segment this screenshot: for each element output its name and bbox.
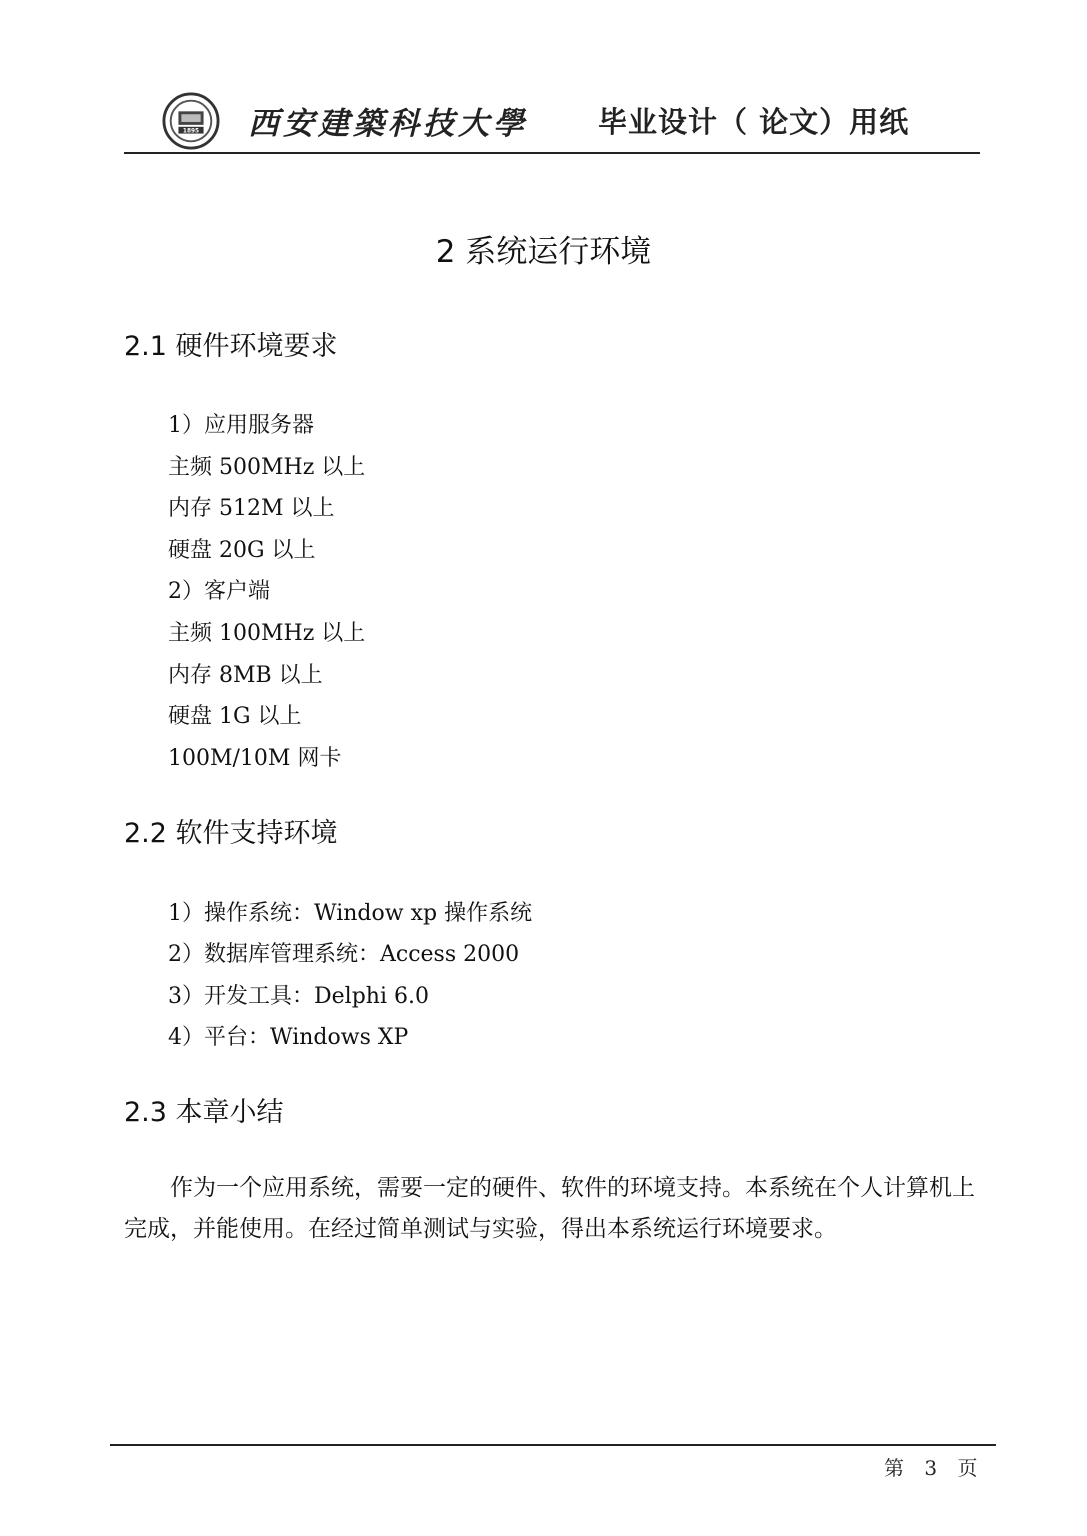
paper-label: 毕业设计（ 论文）用纸	[598, 105, 910, 139]
hardware-line: 2）客户端	[168, 579, 270, 604]
hardware-line: 硬盘 20G 以上	[168, 538, 316, 563]
hardware-line: 硬盘 1G 以上	[168, 704, 302, 729]
section-heading-2-2: 2.2 软件支持环境	[124, 818, 338, 849]
software-line: 2）数据库管理系统：Access 2000	[168, 942, 520, 967]
hardware-line: 主频 500MHz 以上	[168, 455, 366, 480]
summary-paragraph: 作为一个应用系统，需要一定的硬件、软件的环境支持。本系统在个人计算机上完成，并能使用。在经过简单测试与实验，得出本系统运行环境要求。	[124, 1175, 975, 1242]
section-heading-2-1: 2.1 硬件环境要求	[124, 331, 338, 362]
software-line: 4）平台：Windows XP	[168, 1025, 409, 1050]
software-line: 1）操作系统：Window xp 操作系统	[168, 901, 533, 926]
footer-rule	[110, 1444, 996, 1446]
svg-text:1895: 1895	[182, 128, 200, 135]
chapter-title: 2 系统运行环境	[435, 234, 652, 270]
hardware-line: 1）应用服务器	[168, 413, 314, 438]
software-line: 3）开发工具：Delphi 6.0	[168, 984, 429, 1009]
hardware-line: 内存 512M 以上	[168, 496, 335, 521]
hardware-line: 主频 100MHz 以上	[168, 621, 366, 646]
section-heading-2-3: 2.3 本章小结	[124, 1097, 284, 1128]
hardware-line: 内存 8MB 以上	[168, 663, 323, 688]
page-header	[124, 82, 980, 154]
page-number: 第 3 页	[884, 1456, 978, 1480]
university-name: 西安建築科技大學	[248, 106, 528, 142]
hardware-line: 100M/10M 网卡	[168, 746, 342, 771]
university-seal-logo	[162, 92, 220, 150]
